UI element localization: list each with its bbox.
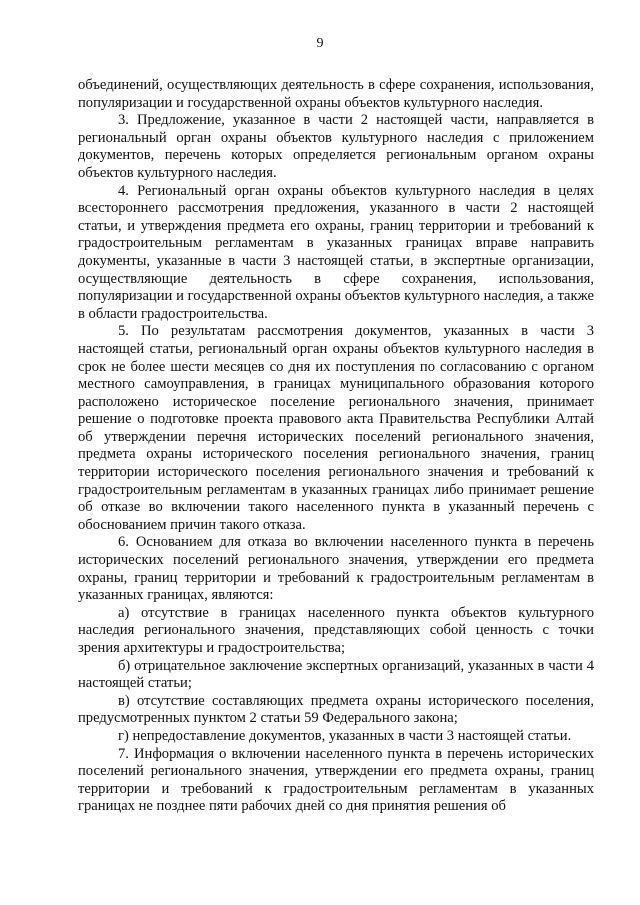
paragraph-item-6: 6. Основанием для отказа во включении населенного пункта в перечень исторических поселений регионального значения, утверждении его предмета охраны, границ территории и требований к градостроительным регламентам в указанных границах, являются: bbox=[78, 534, 594, 604]
subitem-g: г) непредоставление документов, указанных в части 3 настоящей статьи. bbox=[118, 727, 572, 744]
subitem-a: а) отсутствие в границах населенного пункта объектов культурного наследия регионального значения, представляющих собой ценность с точки зрения архитектуры и градостроительства; bbox=[78, 604, 594, 656]
document-body bbox=[78, 77, 594, 816]
paragraph-continuation: объединений, осуществляющих деятельность в сфере сохранения, использования, популяризации и государственной охраны объектов культурного наследия. bbox=[78, 77, 594, 111]
subitem-b: б) отрицательное заключение экспертных организаций, указанных в части 4 настоящей статьи; bbox=[78, 657, 594, 692]
subitem-v: в) отсутствие составляющих предмета охраны исторического поселения, предусмотренных пунктом 2 статьи 59 Федерального закона; bbox=[78, 692, 594, 727]
paragraph-item-5: 5. По результатам рассмотрения документов, указанных в части 3 настоящей статьи, региональный орган охраны объектов культурного наследия в срок не более шести месяцев со дня их поступления по согласованию с органом местного самоуправления, в границах муниципального образования которого расположено историческое поселение регионального значения, принимает решение о подготовке проекта правового акта Правительства Республики Алтай об утверждении перечня исторических поселений регионального значения, предмета охраны исторического поселения регионального значения, границ территории исторического поселения регионального значения и требований к градостроительным регламентам в указанных границах либо принимает решение об отказе во включении такого населенного пункта в указанный перечень с обоснованием причин такого отказа. bbox=[78, 323, 594, 533]
paragraph-item-3: 3. Предложение, указанное в части 2 настоящей части, направляется в региональный орган охраны объектов культурного наследия с приложением документов, перечень которых определяется региональным органом охраны объектов культурного наследия. bbox=[78, 112, 594, 181]
page-number: 9 bbox=[316, 36, 324, 51]
paragraph-item-7: 7. Информация о включении населенного пункта в перечень исторических поселений регионального значения, утверждении его предмета охраны, границ территории и требований к градостроительным регламентам в указанных границах не позднее пяти рабочих дней со дня принятия решения об bbox=[78, 745, 594, 815]
paragraph-item-4: 4. Региональный орган охраны объектов культурного наследия в целях всестороннего рассмотрения предложения, указанного в части 2 настоящей статьи, и утверждения предмета его охраны, границ территории и требований к градостроительным регламентам в указанных границах вправе направить документы, указанные в части 3 настоящей статьи, в экспертные организации, осуществляющие деятельность в сфере сохранения, использования, популяризации и государственной охраны объектов культурного наследия, а также в области градостроительства. bbox=[78, 182, 594, 322]
